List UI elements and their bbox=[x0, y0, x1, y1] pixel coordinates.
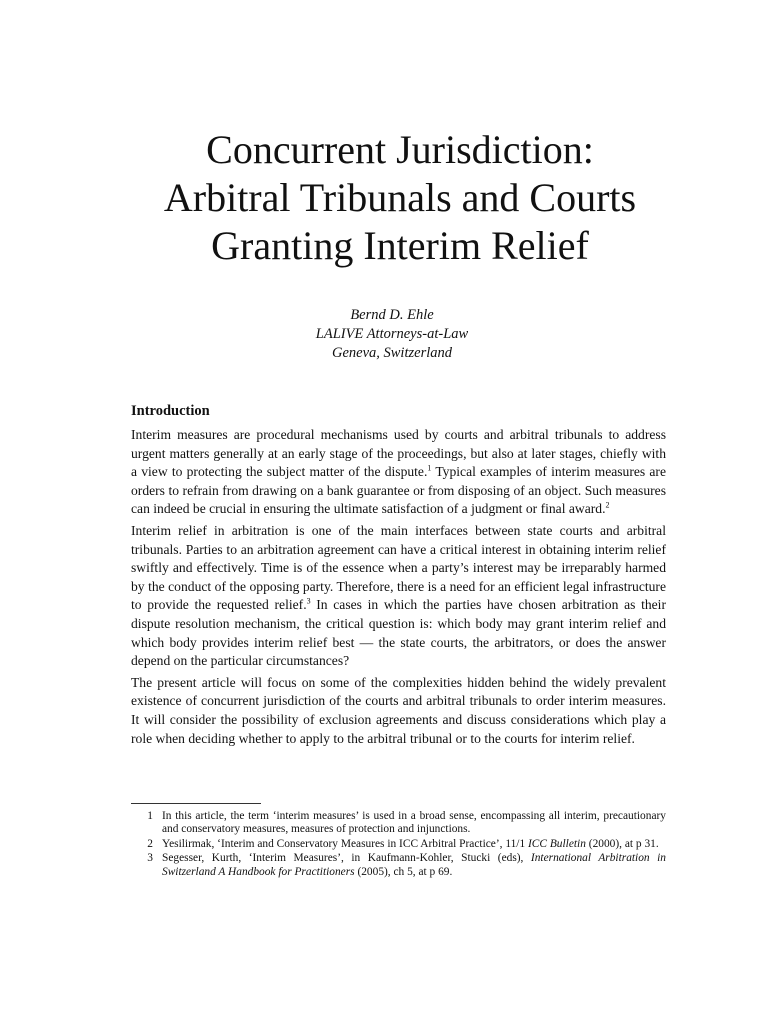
paragraph-3 bbox=[131, 674, 666, 748]
title-line-1: Concurrent Jurisdiction: bbox=[206, 127, 594, 172]
author-firm: LALIVE Attorneys-at-Law bbox=[315, 326, 469, 342]
footnote-3 bbox=[131, 852, 666, 879]
footnote-tail: (2005), ch 5, at p 69. bbox=[354, 865, 453, 878]
footnote-italic-source: ICC Bulletin bbox=[528, 837, 586, 850]
title-line-3: Granting Interim Relief bbox=[211, 223, 589, 268]
title-line-2: Arbitral Tribunals and Courts bbox=[163, 175, 637, 220]
footnote-text: In this article, the term ‘interim measures’ is used in a broad sense, encompassing all interim, precautionary and conservatory measures, measures of protection and injunctions. bbox=[162, 810, 666, 836]
footnote-ref-3: 3 bbox=[306, 596, 311, 606]
paragraph-2-text-a: Interim relief in arbitration is one of the main interfaces between state courts and arbitral tribunals. Parties to an arbitration agreement can have a critical interest in obtaining interim relief swiftly and effectively. Time is of the essence when a party’s interest may be irreparably harmed by the conduct of the opposing party. Therefore, there is a need for an efficient legal infrastructure to provide the requested relief. bbox=[131, 522, 666, 613]
footnote-ref-1: 1 bbox=[427, 463, 432, 473]
footnote-text: Segesser, Kurth, ‘Interim Measures’, in Kaufmann-Kohler, Stucki (eds), bbox=[162, 852, 531, 865]
footnote-ref-2: 2 bbox=[605, 500, 610, 510]
paragraph-2-text-b: In cases in which the parties have chosen arbitration as their dispute resolution mechanism, the critical question is: which body may grant interim relief and which body provides interim relief best — the state courts, the arbitrators, or does the answer depend on the particular circumstances? bbox=[131, 597, 666, 669]
footnote-text: Yesilirmak, ‘Interim and Conservatory Measures in ICC Arbitral Practice’, 11/1 bbox=[162, 837, 529, 850]
author-block bbox=[200, 306, 584, 363]
footnote-italic-source: International Arbitration in Switzerland A Handbook for Practitioners bbox=[162, 852, 666, 878]
paragraph-2 bbox=[131, 522, 666, 671]
footnote-1 bbox=[131, 810, 666, 837]
article-title bbox=[100, 126, 700, 270]
paragraph-1 bbox=[131, 426, 666, 519]
author-name: Bernd D. Ehle bbox=[350, 307, 434, 323]
footnote-number: 3 bbox=[147, 852, 153, 865]
paragraph-3-text-a: The present article will focus on some of the complexities hidden behind the widely prevalent existence of concurrent jurisdiction of the courts and arbitral tribunals to order interim measures. It will consider the possibility of exclusion agreements and discuss considerations which play a role when deciding whether to apply to the arbitral tribunal or to the courts for interim relief. bbox=[131, 674, 666, 746]
section-heading: Introduction bbox=[131, 403, 210, 419]
author-location: Geneva, Switzerland bbox=[331, 345, 452, 361]
paragraph-1-text-b: Typical examples of interim measures are orders to refrain from drawing on a bank guarantee or from disposing of an object. Such measures can indeed be crucial in ensuring the ultimate satisfaction of a judgment or final award. bbox=[131, 464, 666, 517]
article-body bbox=[131, 400, 666, 751]
footnotes bbox=[131, 810, 666, 880]
footnote-number: 1 bbox=[147, 810, 153, 822]
footnote-tail: (2000), at p 31. bbox=[585, 837, 659, 850]
paragraph-1-text-a: Interim measures are procedural mechanisms used by courts and arbitral tribunals to address urgent matters generally at an early stage of the proceedings, but also at later stages, chiefly with a view to protecting the subject matter of the dispute. bbox=[131, 427, 666, 480]
footnote-number: 2 bbox=[147, 837, 153, 850]
footnote-divider bbox=[131, 803, 261, 804]
footnote-2 bbox=[131, 838, 666, 851]
